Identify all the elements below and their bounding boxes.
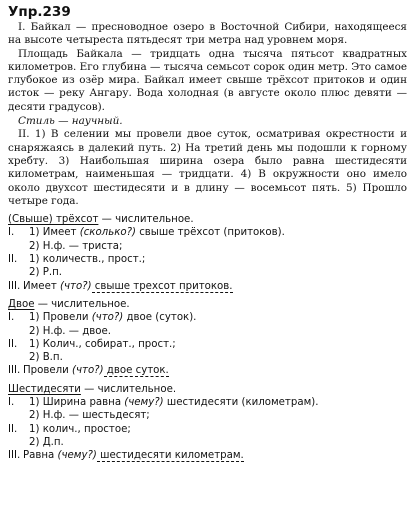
text1-paragraph-2: Площадь Байкала — тридцать одна тысяча пятьсот квадратных километров. Его глубина — тысяча семьсот сорок один метр. Это самое глубокое из озёр мира. Байкал имеет свыше трёхсот притоков и один исток — реку Ангару. Вода холодная (в августе около плюс девяти — десяти градусов). xyxy=(8,47,407,113)
analysis-title: Шестидесяти — числительное. xyxy=(8,383,177,395)
analysis-row: 2) В.п. xyxy=(29,352,63,364)
analysis-row: II. 1) количеств., прост.; xyxy=(8,254,146,266)
analysis-row: III. Имеет (что?) свыше трехсот притоков. xyxy=(8,280,233,292)
analysis-row: II. 1) Колич., собират., прост.; xyxy=(8,338,176,350)
analysis-row: III. Провели (что?) двое суток. xyxy=(8,365,169,377)
analysis-row: I. 1) Имеет (сколько?) свыше трёхсот (притоков). xyxy=(8,227,285,239)
analysis-row: I. 1) Провели (что?) двое (суток). xyxy=(8,312,197,324)
analysis-row: 2) Р.п. xyxy=(29,267,62,279)
analysis-row: 2) Н.ф. — двое. xyxy=(29,325,111,337)
analysis-row: 2) Д.п. xyxy=(29,436,64,448)
analysis-title: Двое — числительное. xyxy=(8,298,130,310)
analysis-block-1 xyxy=(8,213,407,293)
text-style-label: Стиль — научный. xyxy=(18,115,123,128)
analysis-row: II. 1) колич., простое; xyxy=(8,423,131,435)
exercise-title: Упр.239 xyxy=(8,4,71,20)
analysis-row: 2) Н.ф. — триста; xyxy=(29,240,123,252)
analysis-block-3 xyxy=(8,383,407,463)
analysis-word: Шестидесяти xyxy=(8,383,81,395)
analysis-title: (Свыше) трёхсот — числительное. xyxy=(8,214,194,226)
analysis-row: 2) Н.ф. — шестьдесят; xyxy=(29,410,150,422)
analysis-word: (Свыше) трёхсот xyxy=(8,214,99,226)
text2-paragraph: II. 1) В селении мы провели двое суток, осматривая окрестности и снаряжаясь в далекий путь. 2) На третий день мы подошли к горному хребту. 3) Наибольшая ширина озера было равна шестидесяти километрам, наименьшая — тридцати. 4) В окружности оно имело около двухсот шестидесяти и в длину — восемьсот пять. 5) Прошло четыре года. xyxy=(8,128,407,207)
analysis-block-2 xyxy=(8,298,407,378)
analysis-row: I. 1) Ширина равна (чему?) шестидесяти (километрам). xyxy=(8,397,319,409)
analysis-word: Двое xyxy=(8,298,35,310)
text1-paragraph-1: I. Байкал — пресноводное озеро в Восточной Сибири, находящееся на высоте четыреста пятьдесят три метра над уровнем моря. xyxy=(8,21,407,47)
analysis-row: III. Равна (чему?) шестидесяти километрам. xyxy=(8,450,244,462)
